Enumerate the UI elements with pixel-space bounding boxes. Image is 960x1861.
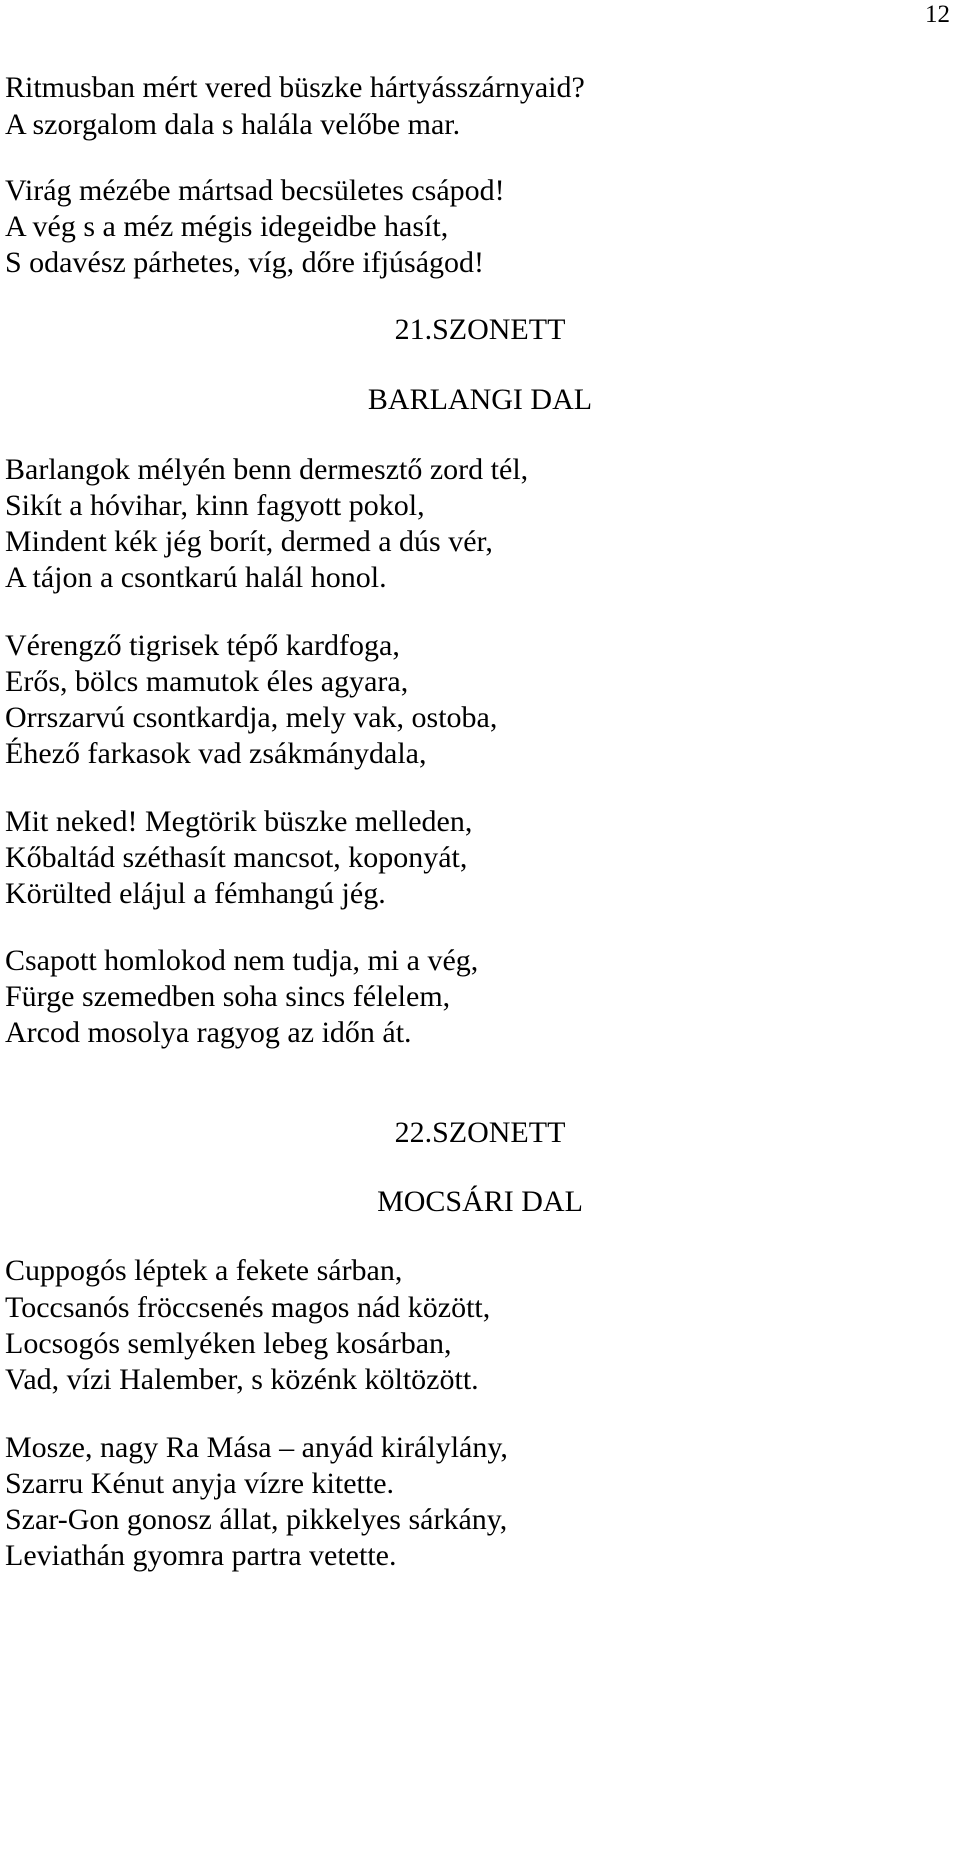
verse-line: Körülted elájul a fémhangú jég.	[5, 877, 386, 910]
sonnet-number: 22.SZONETT	[394, 1116, 566, 1149]
page-number: 12	[925, 1, 950, 28]
verse-line: Mosze, nagy Ra Mása – anyád királylány,	[5, 1431, 508, 1464]
verse-line: Barlangok mélyén benn dermesztő zord tél,	[5, 453, 529, 486]
sonnet-number: 21.SZONETT	[394, 313, 566, 346]
verse-line: S odavész párhetes, víg, dőre ifjúságod!	[5, 246, 485, 279]
verse-line: Kőbaltád széthasít mancsot, koponyát,	[5, 841, 468, 874]
verse-line: Szarru Kénut anyja vízre kitette.	[5, 1467, 395, 1500]
verse-line: Arcod mosolya ragyog az időn át.	[5, 1016, 412, 1049]
verse-line: Sikít a hóvihar, kinn fagyott pokol,	[5, 489, 425, 522]
verse-line: Toccsanós fröccsenés magos nád között,	[5, 1291, 491, 1324]
verse-line: A szorgalom dala s halála velőbe mar.	[5, 108, 461, 141]
verse-line: Mit neked! Megtörik büszke melleden,	[5, 805, 473, 838]
verse-line: Erős, bölcs mamutok éles agyara,	[5, 665, 409, 698]
verse-line: Virág mézébe mártsad becsületes csápod!	[5, 174, 505, 207]
verse-line: Vad, vízi Halember, s közénk költözött.	[5, 1363, 479, 1396]
verse-line: Éhező farkasok vad zsákmánydala,	[5, 737, 427, 770]
verse-line: A tájon a csontkarú halál honol.	[5, 561, 387, 594]
verse-line: Locsogós semlyéken lebeg kosárban,	[5, 1327, 452, 1360]
sonnet-title: MOCSÁRI DAL	[377, 1185, 583, 1218]
verse-line: Fürge szemedben soha sincs félelem,	[5, 980, 451, 1013]
verse-line: Szar-Gon gonosz állat, pikkelyes sárkány,	[5, 1503, 508, 1536]
verse-line: Orrszarvú csontkardja, mely vak, ostoba,	[5, 701, 498, 734]
verse-line: Ritmusban mért vered büszke hártyásszárnyaid?	[5, 71, 585, 104]
verse-line: Vérengző tigrisek tépő kardfoga,	[5, 629, 400, 662]
sonnet-title: BARLANGI DAL	[367, 383, 593, 416]
verse-line: A vég s a méz mégis idegeidbe hasít,	[5, 210, 449, 243]
verse-line: Mindent kék jég borít, dermed a dús vér,	[5, 525, 493, 558]
verse-line: Csapott homlokod nem tudja, mi a vég,	[5, 944, 479, 977]
verse-line: Leviathán gyomra partra vetette.	[5, 1539, 397, 1572]
verse-line: Cuppogós léptek a fekete sárban,	[5, 1254, 403, 1287]
